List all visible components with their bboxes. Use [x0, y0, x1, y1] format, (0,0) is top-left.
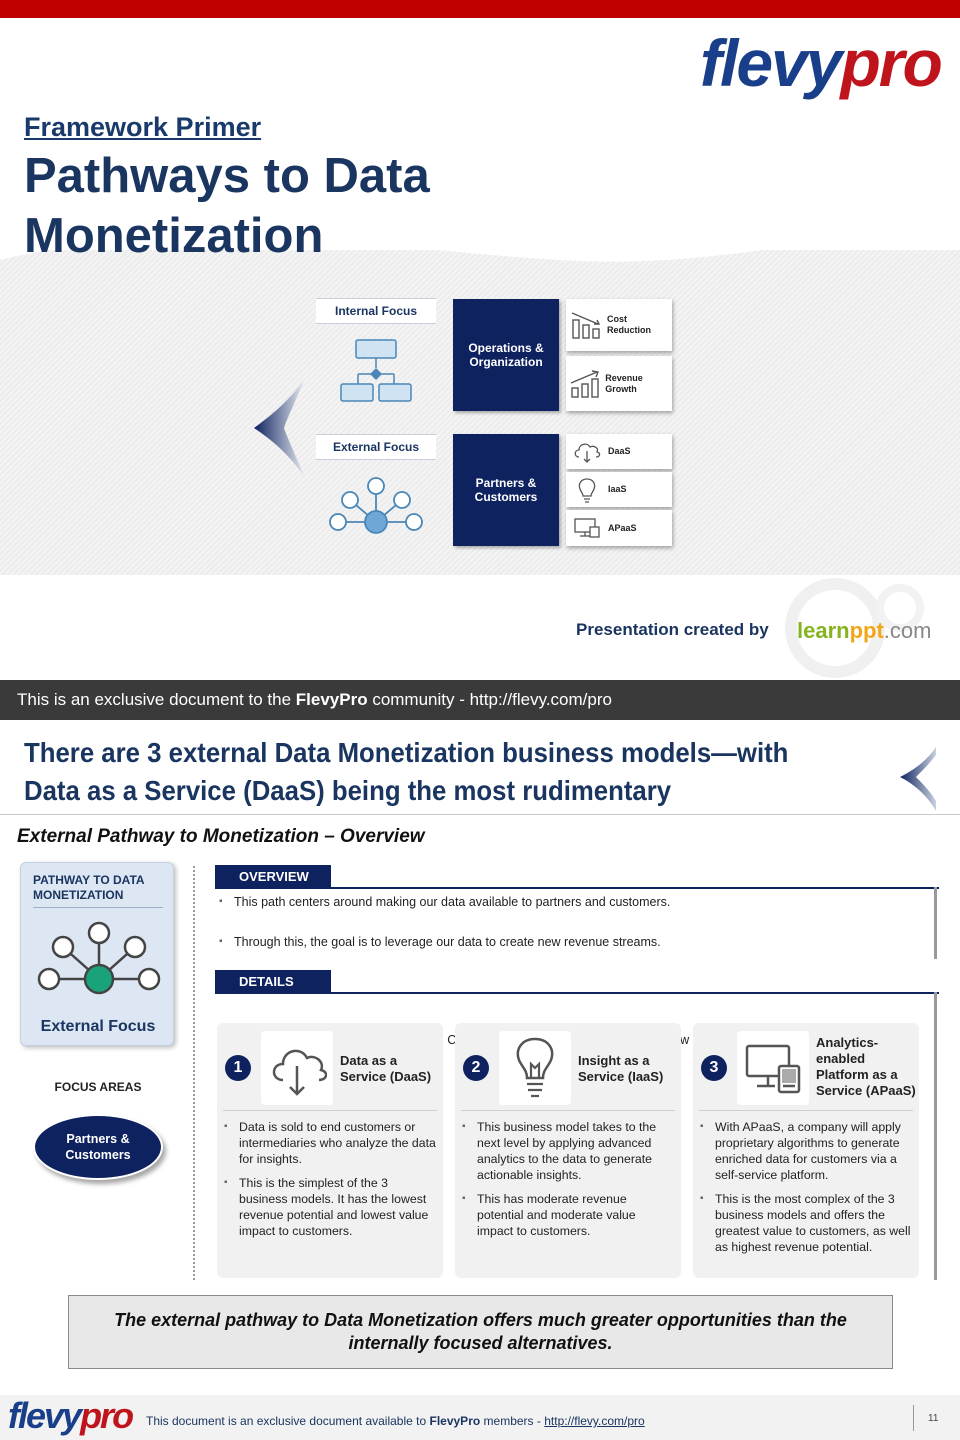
model-divider: [699, 1110, 913, 1111]
model-card-daas: [217, 1023, 443, 1278]
revenue-growth-card: [566, 356, 672, 411]
cost-reduction-label: Cost Reduction: [607, 314, 652, 335]
daas-card: [566, 434, 672, 469]
overview-rule: [215, 887, 939, 889]
daas-label: DaaS: [608, 446, 631, 456]
column-divider: [193, 866, 195, 1280]
model-number: 2: [463, 1055, 489, 1081]
model-card-apaas: [693, 1023, 919, 1278]
overview-bullet: ▪ This path centers around making our data available to partners and customers.: [216, 894, 916, 910]
page-number: 11: [928, 1413, 939, 1424]
cloud-download-icon: [572, 440, 602, 464]
operations-box: Operations & Organization: [453, 299, 559, 411]
model-number: 3: [701, 1055, 727, 1081]
pathway-title: PATHWAY TO DATA MONETIZATION: [33, 873, 163, 908]
model-name: Insight as a Service (IaaS): [578, 1053, 664, 1084]
focus-area-badge: Partners & Customers: [33, 1114, 163, 1180]
model-bullet: ▪ Data is sold to end customers or intermediaries who analyze the data for insights.: [221, 1119, 437, 1167]
external-network-icon: [37, 921, 161, 1007]
cloud-download-icon: [267, 1038, 327, 1098]
focus-areas-label: FOCUS AREAS: [54, 1080, 142, 1094]
iaas-label: IaaS: [608, 484, 627, 494]
partners-box: Partners & Customers: [453, 434, 559, 546]
apaas-card: [566, 510, 672, 546]
section-label: Framework Primer: [24, 112, 262, 142]
model-bullet: ▪ This business model takes to the next level by applying advanced analytics to the data to generate actionable insights.: [459, 1119, 675, 1183]
model-bullet: ▪ This is the simplest of the 3 business models. It has the lowest revenue potential and lowest value impact to customers.: [221, 1175, 437, 1239]
external-focus-label: External Focus: [316, 434, 436, 460]
model-bullet: ▪ This has moderate revenue potential and moderate value impact to customers.: [459, 1191, 675, 1239]
pathway-card: [20, 862, 174, 1046]
pathway-focus-label: External Focus: [40, 1018, 156, 1035]
exclusive-banner: This is an exclusive document to the FlevyPro community - http://flevy.com/pro: [0, 680, 960, 720]
model-icon-box: [737, 1031, 809, 1105]
overview-bullet: ▪ Through this, the goal is to leverage our data to create new revenue streams.: [216, 934, 916, 950]
model-card-iaas: [455, 1023, 681, 1278]
revenue-growth-label: Revenue Growth: [605, 372, 643, 394]
model-divider: [461, 1110, 675, 1111]
model-name: Analytics-enabled Platform as a Service (APaaS): [816, 1035, 916, 1098]
model-icon-box: [499, 1031, 571, 1105]
model-icon-box: [261, 1031, 333, 1105]
model-number: 1: [225, 1055, 251, 1081]
corner-chevron-icon: [898, 745, 938, 813]
cover-title: Pathways to Data Monetization: [24, 149, 430, 263]
model-divider: [223, 1110, 437, 1111]
overview-tag: OVERVIEW: [215, 865, 331, 889]
footer-link[interactable]: http://flevy.com/pro: [544, 1414, 645, 1428]
model-bullet: ▪ This is the most complex of the 3 business models and offers the greatest value to customers, as well as highest revenue potential.: [697, 1191, 913, 1255]
footer-text: This document is an exclusive document available to FlevyPro members - http://flevy.com/pro: [146, 1414, 645, 1428]
overview-side-rule: [934, 887, 937, 959]
slide-subhead: External Pathway to Monetization – Overview: [17, 826, 425, 847]
headline-divider: [0, 814, 960, 815]
lightbulb-icon: [572, 477, 602, 503]
revenue-growth-icon: [569, 369, 603, 399]
org-chart-icon: [336, 338, 416, 406]
created-by-text: Presentation created by: [576, 620, 769, 639]
network-icon: [326, 476, 426, 540]
footer-flevypro-logo[interactable]: flevypro: [8, 1395, 133, 1436]
details-tag: DETAILS: [215, 970, 331, 994]
model-name: Data as a Service (DaaS): [340, 1053, 432, 1084]
iaas-card: [566, 472, 672, 507]
learnppt-logo[interactable]: learnppt.com: [797, 618, 932, 643]
model-bullet: ▪ With APaaS, a company will apply proprietary algorithms to generate enriched data for customers via a self-service platform.: [697, 1119, 913, 1183]
monitor-icon: [572, 516, 602, 540]
slide-headline: There are 3 external Data Monetization business models—with Data as a Service (DaaS) being the most rudimentary: [24, 737, 789, 806]
details-rule: [215, 992, 939, 994]
internal-focus-label: Internal Focus: [316, 298, 436, 324]
cost-reduction-card: [566, 299, 672, 351]
top-red-bar: [0, 0, 960, 18]
flevypro-logo[interactable]: flevypro: [700, 26, 941, 100]
lightbulb-icon: [510, 1036, 560, 1100]
apaas-label: APaaS: [608, 522, 637, 533]
monitor-icon: [743, 1040, 803, 1096]
details-side-rule: [934, 992, 937, 1280]
bracket-arrow-icon: [250, 300, 320, 540]
takeaway-box: The external pathway to Data Monetization offers much greater opportunities than the internally focused alternatives.: [68, 1295, 893, 1369]
footer-separator: [913, 1405, 914, 1431]
cost-reduction-icon: [570, 310, 604, 340]
